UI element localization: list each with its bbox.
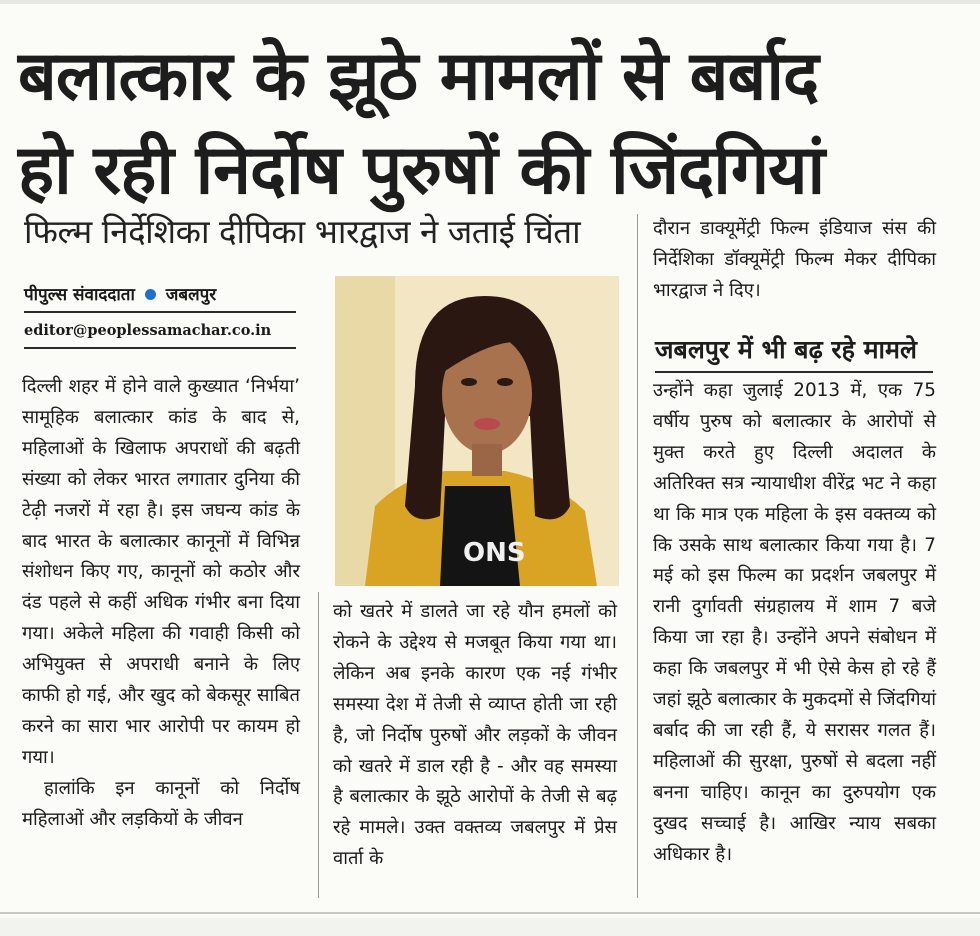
headline (18, 30, 968, 218)
column-3-lead-paragraph: दौरान डाक्यूमेंट्री फिल्म इंडियाज संस की निर्देशिका डॉक्यूमेंट्री फिल्म मेकर दीपिका भारद्वाज ने दिए। (653, 218, 936, 301)
column-1 (22, 372, 300, 836)
column-divider-left (318, 592, 319, 898)
column-divider-right (637, 214, 638, 898)
column-3-paragraph: उन्होंने कहा जुलाई 2013 में, एक 75 वर्षीय पुरुष को बलात्कार के आरोपों से मुक्त करते हुए दिल्ली अदालत के अतिरिक्त सत्र न्यायाधीश वीरेंद्र भट ने कहा था कि मात्र एक महिला के इस वक्तव्य को कि उसके साथ बलात्कार किया गया है। 7 मई को इस फिल्म का प्रदर्शन जबलपुर में रानी दुर्गावती संग्रहालय में शाम 7 बजे किया जा रहा है। उन्होंने अपने संबोधन में कहा कि जबलपुर में भी ऐसे केस हो रहे हैं जहां झूठे बलात्कार के मुकदमों से जिंदगियां बर्बाद की जा रही हैं, ये सरासर गलत हैं। महिलाओं की सुरक्षा, पुरुषों से बदला नहीं बनना चाहिए। कानून का दुरुपयोग एक दुखद सच्चाई है। आखिर न्याय सबका अधिकार है। (653, 380, 936, 865)
column-1-paragraph-1: दिल्ली शहर में होने वाले कुख्यात ‘निर्भया’ सामूहिक बलात्कार कांड के बाद से, महिलाओं के खिलाफ अपराधों की बढ़ती संख्या को लेकर भारत लगातार दुनिया की टेढ़ी नजरों में रहा है। इस जघन्य कांड के बाद भारत के बलात्कार कानूनों में विभिन्न संशोधन किए गए, कानूनों को कठोर और दंड पहले से कहीं अधिक गंभीर बना दिया गया। अकेले महिला की गवाही किसी को अभियुक्त से अपराधी बनाने के लिए काफी हो गई, और खुद को बेकसूर साबित करने का सारा भार आरोपी पर कायम हो गया। (22, 376, 300, 768)
column-2 (333, 597, 617, 875)
portrait-photo (335, 276, 619, 586)
portrait-illustration (335, 276, 619, 586)
byline (24, 282, 296, 313)
crosshead: जबलपुर में भी बढ़ रहे मामले (655, 333, 933, 373)
subheadline: फिल्म निर्देशिका दीपिका भारद्वाज ने जताई चिंता (24, 212, 581, 251)
email-address: editor@peoplessamachar.co.in (24, 322, 296, 349)
tshirt-text: ONS (463, 538, 526, 568)
headline-line-1: बलात्कार के झूठे मामलों से बर्बाद (18, 37, 819, 116)
bullet-dot-icon (145, 289, 156, 300)
headline-line-2: हो रही निर्दोष पुरुषों की जिंदगियां (18, 131, 825, 210)
byline-city: जबलपुर (165, 285, 217, 305)
byline-source: पीपुल्स संवाददाता (24, 285, 135, 305)
column-3-lead (653, 214, 936, 307)
column-2-paragraph: को खतरे में डालते जा रहे यौन हमलों को रोकने के उद्देश्य से मजबूत किया गया था। लेकिन अब इनके कारण एक नई गंभीर समस्या देश में तेजी से व्याप्त होती जा रही है, जो निर्दोष पुरुषों और लड़कों के जीवन को खतरे में डाल रही है - और वह समस्या है बलात्कार के झूठे आरोपों के तेजी से बढ़ रहे मामले। उक्त वक्तव्य जबलपुर में प्रेस वार्ता के (333, 601, 617, 870)
column-3 (653, 376, 936, 871)
top-crop-line (0, 0, 980, 4)
bottom-rule (0, 912, 980, 914)
next-article-crop (0, 918, 980, 936)
column-1-paragraph-2: हालांकि इन कानूनों को निर्दोष महिलाओं और लड़कियों के जीवन (22, 777, 300, 830)
